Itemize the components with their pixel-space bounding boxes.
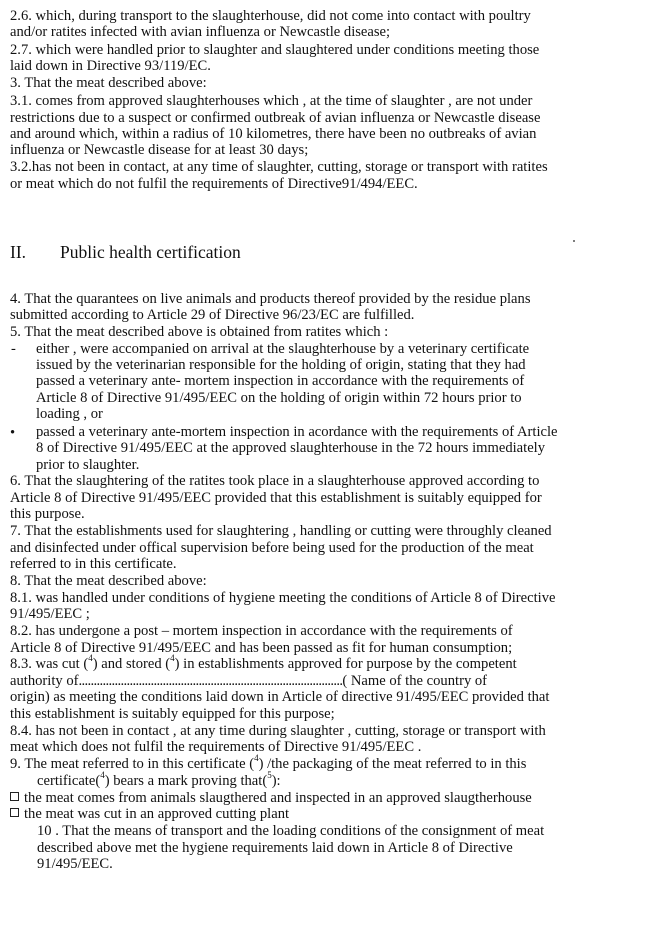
sec-3-2-line-2: or meat which do not fulfil the requirements of Directive91/494/EEC. (10, 176, 418, 192)
sec-3-1-line-2: restrictions due to a suspect or confirmed outbreak of avian influenza or Newcastle disease (10, 110, 541, 126)
sec-9-text-a: 9. The meat referred to in this certificate ( (10, 756, 255, 772)
sec-8-1-line-2: 91/495/EEC ; (10, 606, 90, 622)
option-label: the meat comes from animals slaugthered and inspected in an approved slaugtherhouse (24, 790, 532, 806)
sec-9-text-b: ) /the packaging of the meat referred to in this (258, 756, 527, 772)
sec-10-line-1: 10 . That the means of transport and the loading conditions of the consignment of meat (37, 823, 545, 839)
sec-3-2-line-1: 3.2.has not been in contact, at any time of slaughter, cutting, storage or transport with ratites (10, 159, 548, 175)
sec-5-b-line-1: passed a veterinary ante-mortem inspection in acordance with the requirements of Article (36, 424, 558, 440)
option-cutting-plant[interactable] (10, 806, 289, 822)
sec-6-line-3: this purpose. (10, 506, 85, 522)
sec-2-6-line-1: 2.6. which, during transport to the slaughterhouse, did not come into contact with poultry (10, 8, 531, 24)
sec-8-2-line-1: 8.2. has undergone a post – mortem inspection in accordance with the requirements of (10, 623, 513, 639)
sec-5-title: 5. That the meat described above is obtained from ratites which : (10, 324, 389, 340)
sec-8-title: 8. That the meat described above: (10, 573, 207, 589)
section-heading-title: Public health certification (60, 242, 241, 262)
footnote-ref-4: 4 (170, 653, 175, 664)
option-animals-slaughtered[interactable] (10, 790, 532, 806)
sec-7-line-1: 7. That the establishments used for slaughtering , handling or cutting were throughly cleaned (10, 523, 552, 539)
sec-5-a-line-1: either , were accompanied on arrival at the slaughterhouse by a veterinary certificate (36, 341, 530, 357)
sec-2-7-line-2: laid down in Directive 93/119/EC. (10, 58, 211, 74)
bullet-dot: • (10, 425, 16, 441)
footnote-ref-4: 4 (88, 653, 93, 664)
sec-6-line-2: Article 8 of Directive 91/495/EEC provided that this establishment is suitably equipped for (10, 490, 542, 506)
section-heading (10, 244, 241, 260)
sec-8-3-country: ( Name of the country of (342, 673, 488, 689)
sec-9-text-d: ) bears a mark proving that( (104, 773, 268, 789)
sec-8-4-line-1: 8.4. has not been in contact , at any time during slaughter , cutting, storage or transport with (10, 723, 546, 739)
sec-2-7-line-1: 2.7. which were handled prior to slaughter and slaughtered under conditions meeting those (10, 42, 540, 58)
footnote-ref-5: 5 (267, 770, 272, 781)
sec-8-3-line-1 (10, 653, 517, 672)
sec-10-line-3: 91/495/EEC. (37, 856, 113, 872)
sec-8-3-line-2 (10, 673, 487, 689)
sec-8-3-text-a: 8.3. was cut ( (10, 656, 89, 672)
sec-6-line-1: 6. That the slaughtering of the ratites took place in a slaughterhouse approved according to (10, 473, 540, 489)
sec-8-3-text-c: ) in establishments approved for purpose by the competent (174, 656, 517, 672)
bullet-dash: - (11, 341, 16, 357)
footnote-ref-4: 4 (254, 753, 259, 764)
sec-8-3-fill-dots: ........................................................................................ (78, 673, 343, 689)
sec-8-3-text-b: ) and stored ( (92, 656, 171, 672)
sec-9-line-2 (37, 770, 281, 789)
sec-9-text-e: ): (271, 773, 281, 789)
sec-7-line-2: and disinfected under offical supervision before being used for the production of the meat (10, 540, 534, 556)
sec-8-4-line-2: meat which does not fulfil the requirements of Directive 91/495/EEC . (10, 739, 422, 755)
sec-8-1-line-1: 8.1. was handled under conditions of hygiene meeting the conditions of Article 8 of Directive (10, 590, 556, 606)
sec-3-1-line-1: 3.1. comes from approved slaughterhouses which , at the time of slaughter , are not under (10, 93, 533, 109)
option-label: the meat was cut in an approved cutting plant (24, 806, 290, 822)
sec-4-line-1: 4. That the quarantees on live animals and products thereof provided by the residue plans (10, 291, 531, 307)
sec-3-1-line-4: influenza or Newcastle disease for at least 30 days; (10, 142, 309, 158)
sec-8-3-line-3: origin) as meeting the conditions laid down in Article of directive 91/495/EEC provided that (10, 689, 550, 705)
sec-9-text-c: certificate( (37, 773, 101, 789)
checkbox-icon[interactable] (10, 808, 19, 817)
sec-3-title: 3. That the meat described above: (10, 75, 207, 91)
sec-3-1-line-3: and around which, within a radius of 10 kilometres, there have been no outbreaks of avian (10, 126, 537, 142)
sec-7-line-3: referred to in this certificate. (10, 556, 177, 572)
sec-4-line-2: submitted according to Article 29 of Directive 96/23/EC are fulfilled. (10, 307, 415, 323)
section-heading-number: II. (10, 242, 27, 262)
checkbox-icon[interactable] (10, 792, 19, 801)
sec-5-a-line-3: passed a veterinary ante- mortem inspection in accordance with the requirements of (36, 373, 525, 389)
sec-5-a-line-2: issued by the veterinarian responsible for the holding of origin, stating that they had (36, 357, 526, 373)
sec-8-3-authority: authority of (10, 673, 79, 689)
sec-8-3-line-4: this establishment is suitably equipped for this purpose; (10, 706, 335, 722)
sec-5-b-line-2: 8 of Directive 91/495/EEC at the approved slaughterhouse in the 72 hours immediately (36, 440, 546, 456)
sec-2-6-line-2: and/or ratites infected with avian influenza or Newcastle disease; (10, 24, 391, 40)
footnote-ref-4: 4 (100, 770, 105, 781)
sec-5-a-line-4: Article 8 of Directive 91/495/EEC on the holding of origin within 72 hours prior to (36, 390, 522, 406)
stray-dot (573, 240, 575, 242)
sec-10-line-2: described above met the hygiene requirements laid down in Article 8 of Directive (37, 840, 513, 856)
sec-5-a-line-5: loading , or (36, 406, 103, 422)
sec-8-2-line-2: Article 8 of Directive 91/495/EEC and has been passed as fit for human consumption; (10, 640, 513, 656)
sec-5-b-line-3: prior to slaughter. (36, 457, 140, 473)
